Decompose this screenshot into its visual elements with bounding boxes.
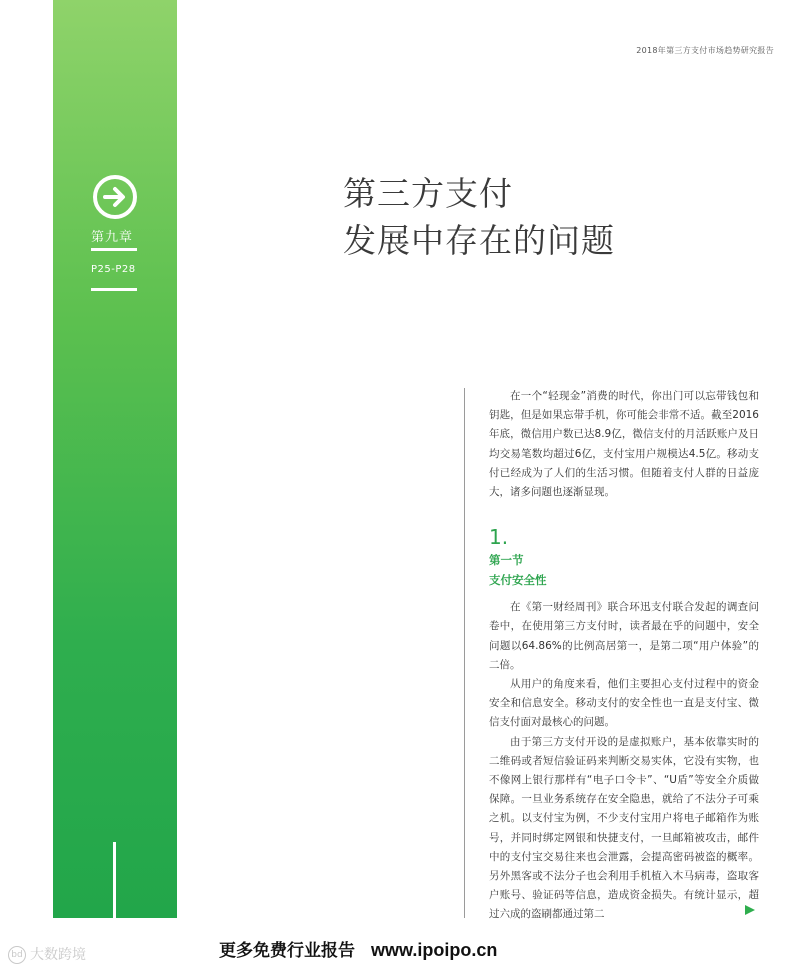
decorative-bar bbox=[113, 842, 116, 918]
promo-url[interactable]: www.ipoipo.cn bbox=[371, 940, 498, 960]
title-line-1: 第三方支付 bbox=[343, 174, 513, 213]
page-title bbox=[343, 170, 615, 264]
divider bbox=[91, 288, 137, 291]
title-line-2: 发展中存在的问题 bbox=[343, 221, 615, 260]
arrow-right-circle-icon bbox=[91, 173, 139, 221]
page-range: P25-P28 bbox=[91, 264, 136, 275]
body-paragraph: 在《第一财经周刊》联合环迅支付联合发起的调查问卷中，在使用第三方支付时，读者最在乎的问题中，安全问题以64.86%的比例高居第一，是第二项“用户体验”的二倍。 bbox=[489, 601, 759, 671]
intro-paragraph: 在一个“轻现金”消费的时代，你出门可以忘带钱包和钥匙，但是如果忘带手机，你可能会非常不适。截至2016年底，微信用户数已达8.9亿，微信支付的月活跃账户及日均交易笔数均超过6亿，支付宝用户规模达4.5亿。移动支付已经成为了人们的生活习惯。但随着支付人群的日益庞大，诸多问题也逐渐显现。 bbox=[489, 390, 759, 499]
column-rule bbox=[464, 388, 465, 918]
divider bbox=[91, 248, 137, 251]
chapter-label: 第九章 bbox=[91, 230, 134, 245]
watermark bbox=[8, 944, 86, 964]
running-header: 2018年第三方支付市场趋势研究报告 bbox=[636, 46, 774, 55]
section-number: 1. bbox=[489, 525, 509, 550]
section-title: 支付安全性 bbox=[489, 573, 547, 588]
chapter-sidebar bbox=[53, 0, 177, 918]
body-paragraph: 由于第三方支付开设的是虚拟账户，基本依靠实时的二维码或者短信验证码来判断交易实体，它没有实物，也不像网上银行那样有“电子口令卡”、“U盾”等安全介质做保障。一旦业务系统存在安全隐患，就给了不法分子可乘之机。以支付宝为例，不少支付宝用户将电子邮箱作为账号，并同时绑定网银和快捷支付，一旦邮箱被攻击，邮件中的支付宝交易往来也会泄露，会提高密码被盗的概率。另外黑客或不法分子也会利用手机植入木马病毒，盗取客户账号、验证码等信息，造成资金损失。有统计显示，超过六成的盗刷都通过第二 bbox=[489, 735, 759, 921]
bd-logo-icon: bd bbox=[8, 946, 26, 964]
body-column bbox=[489, 387, 759, 925]
promo-text: 更多免费行业报告 bbox=[219, 941, 355, 961]
footer-promo bbox=[219, 936, 497, 961]
continue-arrow-icon bbox=[744, 904, 756, 916]
section-subtitle: 第一节 bbox=[489, 553, 524, 568]
watermark-text: 大数跨境 bbox=[30, 947, 86, 963]
body-paragraph: 从用户的角度来看，他们主要担心支付过程中的资金安全和信息安全。移动支付的安全性也一直是支付宝、微信支付面对最核心的问题。 bbox=[489, 678, 759, 729]
